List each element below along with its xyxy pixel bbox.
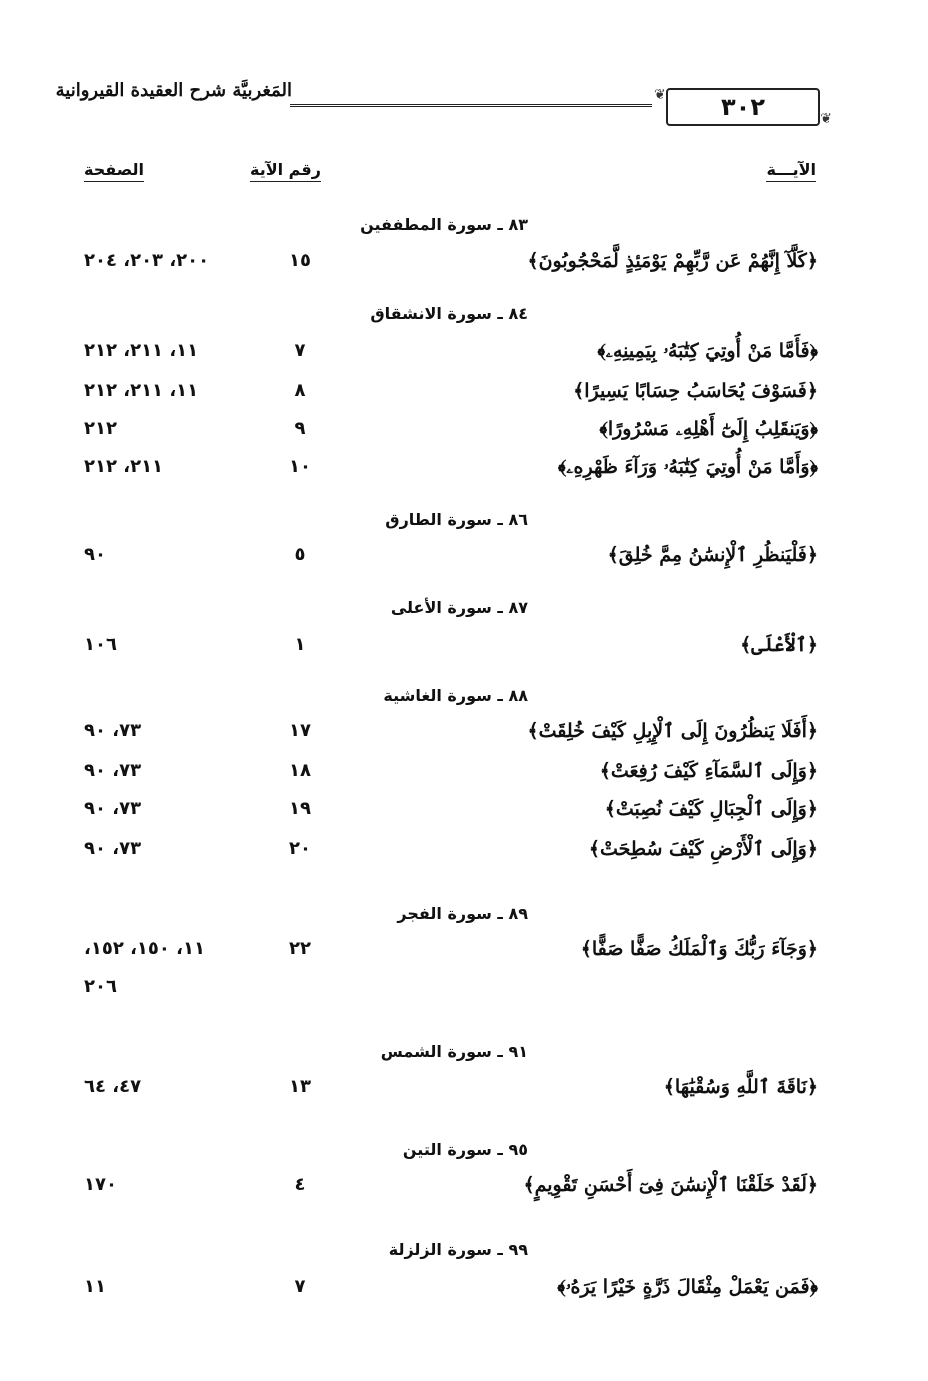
column-header-page: الصفحة	[84, 160, 144, 182]
surah-heading: ٩٥ ـ سورة التين	[402, 1140, 528, 1159]
page-number: ٣٠٢	[721, 93, 765, 121]
table-row	[0, 798, 928, 832]
table-row	[0, 1076, 928, 1110]
page-header	[55, 70, 832, 130]
ayah-number: ١٣	[289, 1076, 311, 1097]
table-row	[0, 456, 928, 490]
page-refs: ١٠٦	[84, 634, 117, 655]
column-header-ayah-number: رقم الآية	[250, 160, 321, 182]
page-refs: ٧٣، ٩٠	[84, 798, 142, 819]
page-refs: ٢١٢	[84, 418, 117, 439]
column-header-verse: الآيـــة	[766, 160, 816, 182]
verse-text: ﴿كَلَّآ إِنَّهُمْ عَن رَّبِّهِمْ يَوْمَئِذٍ لَّمَحْجُوبُونَ﴾	[527, 250, 818, 272]
verse-text: ﴿ٱلْأَعْلَى﴾	[740, 634, 818, 656]
ayah-number: ١	[294, 634, 306, 655]
ayah-number: ٥	[294, 544, 306, 565]
verse-text: ﴿فَأَمَّا مَنْ أُوتِيَ كِتَٰبَهُۥ بِيَمِينِهِۦ﴾	[597, 340, 818, 362]
ayah-number: ١٠	[289, 456, 311, 477]
page-refs: ٤٧، ٦٤	[84, 1076, 142, 1097]
ayah-number: ٢٢	[289, 938, 311, 959]
verse-text: ﴿وَإِلَى ٱلْجِبَالِ كَيْفَ نُصِبَتْ﴾	[604, 798, 818, 820]
book-title: المَغربيَّة شرح العقيدة القيروانية	[55, 80, 292, 101]
ayah-number: ٤	[294, 1174, 306, 1195]
page-number-box	[654, 87, 832, 127]
page-refs: ١١، ٢١١، ٢١٢	[84, 340, 199, 361]
header-rule	[290, 104, 652, 107]
page-refs: ٩٠	[84, 544, 106, 565]
table-row	[0, 380, 928, 414]
ayah-number: ١٧	[289, 720, 311, 741]
page-refs: ١١	[84, 1276, 106, 1297]
surah-heading: ٩٩ ـ سورة الزلزلة	[388, 1240, 528, 1259]
verse-text: ﴿وَإِلَى ٱلسَّمَآءِ كَيْفَ رُفِعَتْ﴾	[599, 760, 818, 782]
table-row	[0, 760, 928, 794]
page-refs: ١١، ١٥٠، ١٥٢،	[84, 938, 205, 959]
table-row	[0, 634, 928, 668]
table-row	[0, 340, 928, 374]
page-refs: ٧٣، ٩٠	[84, 720, 142, 741]
surah-heading: ٨٩ ـ سورة الفجر	[397, 904, 528, 923]
surah-heading: ٨٨ ـ سورة الغاشية	[383, 686, 528, 705]
verse-text: ﴿نَاقَةَ ٱللَّهِ وَسُقْيَٰهَا﴾	[663, 1076, 818, 1098]
surah-heading: ٨٤ ـ سورة الانشقاق	[370, 304, 528, 323]
verse-text: ﴿أَفَلَا يَنظُرُونَ إِلَى ٱلْإِبِلِ كَيْفَ خُلِقَتْ﴾	[527, 720, 818, 742]
page-refs: ٧٣، ٩٠	[84, 838, 142, 859]
table-row	[0, 1276, 928, 1310]
verse-text: ﴿وَجَآءَ رَبُّكَ وَٱلْمَلَكُ صَفًّا صَفًّا﴾	[580, 938, 818, 960]
ayah-number: ٨	[294, 380, 306, 401]
verse-text: ﴿وَإِلَى ٱلْأَرْضِ كَيْفَ سُطِحَتْ﴾	[588, 838, 818, 860]
surah-heading: ٨٧ ـ سورة الأعلى	[390, 598, 528, 617]
verse-text: ﴿فَسَوْفَ يُحَاسَبُ حِسَابًا يَسِيرًا﴾	[573, 380, 818, 402]
page-refs: ٢٠٠، ٢٠٣، ٢٠٤	[84, 250, 210, 271]
page-refs: ٢١١، ٢١٢	[84, 456, 164, 477]
ayah-number: ٢٠	[289, 838, 311, 859]
page-refs: ١١، ٢١١، ٢١٢	[84, 380, 199, 401]
verse-text: ﴿لَقَدْ خَلَقْنَا ٱلْإِنسَٰنَ فِىٓ أَحْسَنِ تَقْوِيمٍ﴾	[523, 1174, 818, 1196]
ayah-number: ١٨	[289, 760, 311, 781]
surah-heading: ٩١ ـ سورة الشمس	[380, 1042, 528, 1061]
verse-text: ﴿فَلْيَنظُرِ ٱلْإِنسَٰنُ مِمَّ خُلِقَ﴾	[607, 544, 818, 566]
ayah-number: ١٥	[289, 250, 311, 271]
corner-ornament-icon: ❦	[820, 111, 832, 127]
ayah-number: ١٩	[289, 798, 311, 819]
table-row	[0, 838, 928, 872]
ayah-number: ٧	[294, 1276, 306, 1297]
table-row	[0, 418, 928, 452]
page-refs: ١٧٠	[84, 1174, 117, 1195]
corner-ornament-icon: ❦	[654, 87, 666, 103]
surah-heading: ٨٦ ـ سورة الطارق	[385, 510, 528, 529]
table-row	[0, 544, 928, 578]
table-row	[0, 250, 928, 284]
verse-text: ﴿فَمَن يَعْمَلْ مِثْقَالَ ذَرَّةٍ خَيْرًا يَرَهُۥ﴾	[557, 1276, 818, 1298]
verse-text: ﴿وَيَنقَلِبُ إِلَىٰٓ أَهْلِهِۦ مَسْرُورًا﴾	[599, 418, 818, 440]
verse-text: ﴿وَأَمَّا مَنْ أُوتِيَ كِتَٰبَهُۥ وَرَآءَ ظَهْرِهِۦ﴾	[557, 456, 818, 478]
surah-heading: ٨٣ ـ سورة المطففين	[360, 215, 528, 234]
table-row	[0, 720, 928, 754]
ayah-number: ٩	[294, 418, 306, 439]
table-row	[0, 938, 928, 972]
page-refs: ٧٣، ٩٠	[84, 760, 142, 781]
table-row	[0, 1174, 928, 1208]
page-refs-continued: ٢٠٦	[84, 976, 117, 997]
ayah-number: ٧	[294, 340, 306, 361]
